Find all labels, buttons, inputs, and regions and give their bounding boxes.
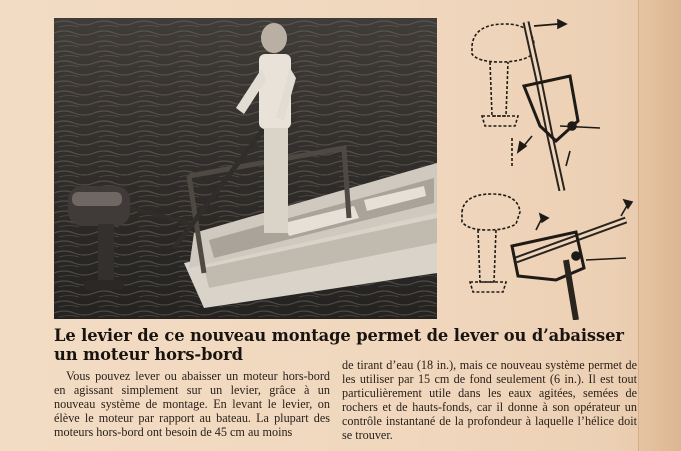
lowered-motor-diagram: [456, 190, 646, 320]
raised-motor-diagram: [460, 16, 640, 191]
article-column-right: de tirant d’eau (18 in.), mais ce nouveau système permet de les utiliser par 15 cm de fond seulement (6 in.). Il est tout particulièrement utile dans les eaux agitées, semées de rochers et de hauts-fonds, car il donne à son opérateur un contrôle instantané de la profondeur à laquelle l’hélice doit se trouver.: [342, 358, 637, 442]
article-headline: Le levier de ce nouveau montage permet de lever ou d’abaisser un moteur hors-bord: [54, 326, 624, 364]
article-column-left: Vous pouvez lever ou abaisser un moteur hors-bord en agissant simplement sur un levier, grâce à un nouveau système de montage. En levant le levier, on élève le moteur par rapport au bateau. La plupart des moteurs hors-bord ont besoin de 45 cm au moins: [54, 369, 330, 439]
boat-photo: [54, 18, 437, 319]
